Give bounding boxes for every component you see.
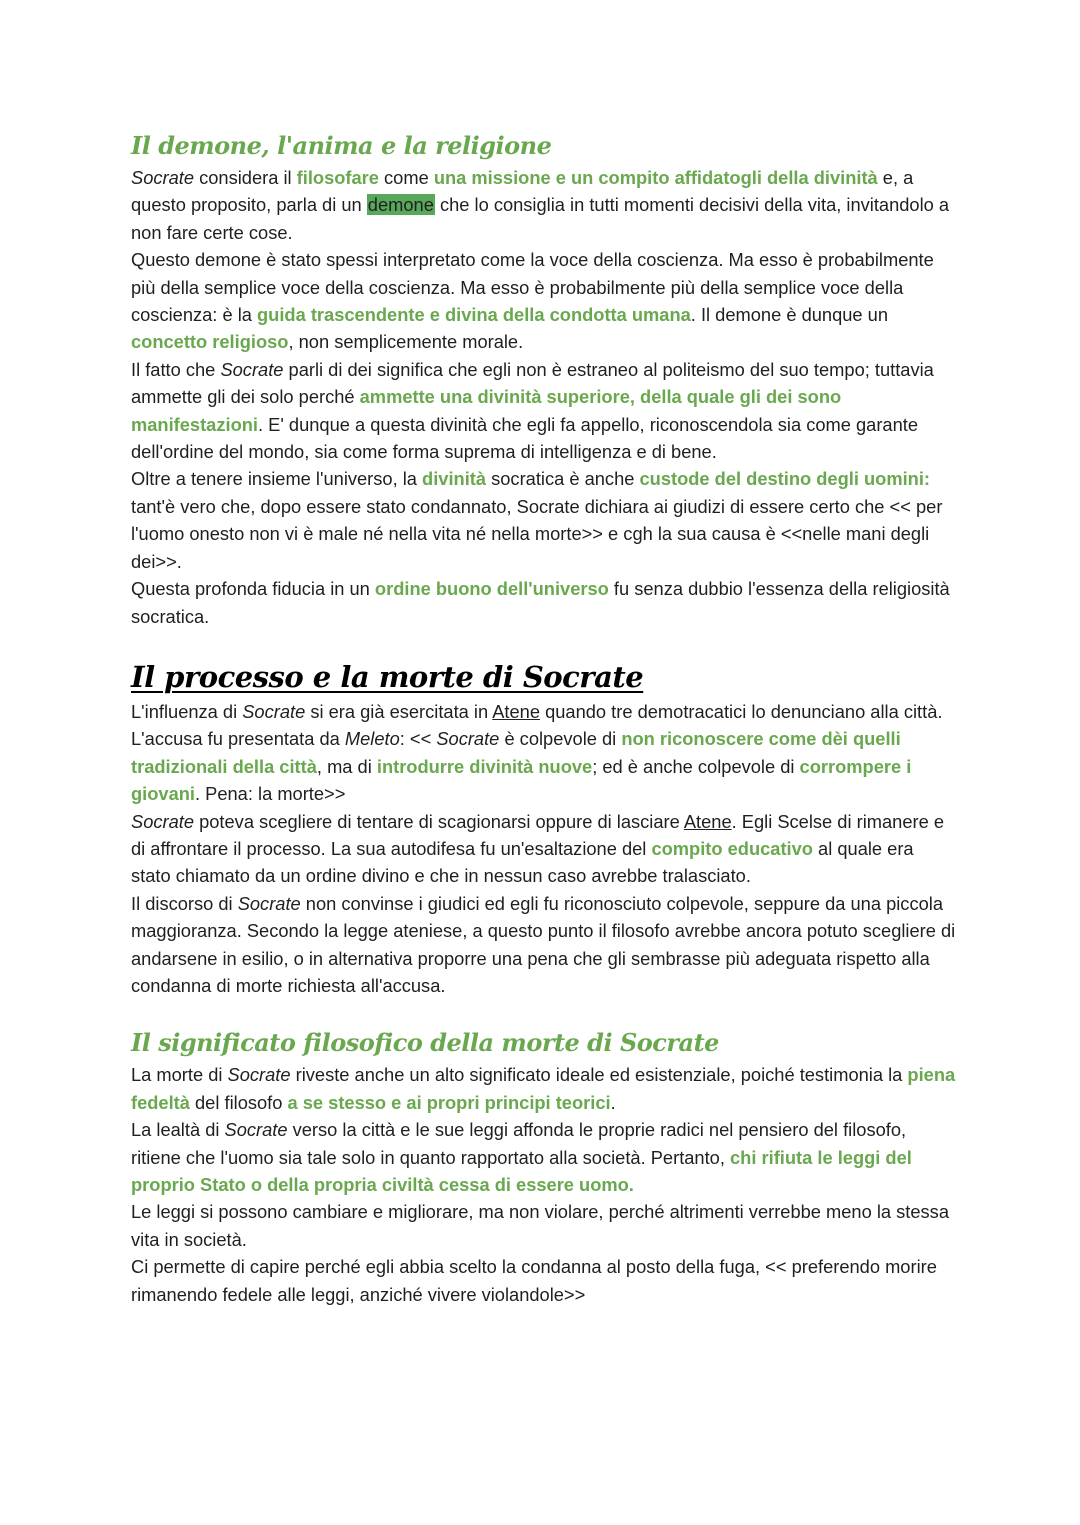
section-title-demone: Il demone, l'anima e la religione [131, 131, 552, 160]
text-span: è colpevole di [499, 728, 622, 750]
section-demone [131, 128, 956, 630]
keyword: divinità [422, 468, 487, 490]
text-span: Il discorso di [131, 892, 238, 914]
text-span: socratica è anche [486, 468, 640, 490]
keyword: corrompere i giovani [131, 755, 912, 805]
keyword: una missione e un compito affidatogli della divinità [433, 167, 878, 188]
text-span: che lo consiglia in tutti momenti decisivi della vita, invitandolo a non fare certe cose. [131, 194, 950, 243]
keyword: introdurre divinità nuove [376, 755, 593, 777]
text-span: Socrate [224, 1119, 288, 1141]
text-span: riveste anche un alto significato ideale ed esistenziale, poiché testimonia la [290, 1064, 908, 1086]
underlined-word: Atene [683, 810, 732, 832]
text-span: La morte di [131, 1064, 228, 1086]
text-span: Socrate [242, 700, 306, 722]
keyword: ammette una divinità superiore, della quale gli dei sono manifestazioni [131, 386, 842, 435]
section-significato [131, 1025, 956, 1308]
text-span: tant'è vero che, dopo essere stato condannato, Socrate dichiara ai giudizi di essere certo che << per l'uomo onesto non vi è male né nella vita né nella morte>> e cgh la sua causa è <<nelle mani degli dei>>. [131, 495, 943, 572]
text-span: Socrate [237, 892, 301, 914]
text-span: : << [399, 728, 437, 750]
paragraph: Ci permette di capire perché egli abbia scelto la condanna al posto della fuga, << preferendo morire rimanendo fedele alle leggi, anziché vivere violandole>> [131, 1256, 937, 1305]
text-span: . [610, 1091, 616, 1113]
text-span: . Il demone è dunque un [690, 304, 888, 326]
keyword: piena fedeltà [131, 1064, 956, 1113]
text-span: considera il [194, 167, 297, 188]
keyword: non riconoscere come dèi quelli tradizionali della città [131, 728, 901, 777]
paragraph [131, 808, 956, 890]
text-span: . Egli Scelse di rimanere e di affrontare il processo. La sua autodifesa fu un'esaltazione del [131, 810, 944, 859]
paragraph [131, 698, 956, 808]
text-span: , non semplicemente morale. [288, 331, 524, 353]
highlighted-word: demone [367, 194, 434, 216]
text-span: . Pena: la morte>> [195, 783, 346, 805]
underlined-word: Atene [492, 700, 541, 722]
keyword: concetto religioso [131, 331, 289, 353]
section-title-significato: Il significato filosofico della morte di Socrate [131, 1028, 719, 1058]
text-span: Meleto [344, 728, 400, 750]
text-span: non convinse i giudici ed egli fu riconosciuto colpevole, seppure da una piccola maggioranza. Secondo la legge ateniese, a questo punto il filosofo avrebbe ancora potuto scegliere di andarsene in esilio, o in alternativa proporre una pena che gli sembrasse più adeguata rispetto alla condanna di morte richiesta all'accusa. [131, 892, 956, 996]
text-span: La lealtà di [131, 1119, 225, 1141]
spacer [131, 630, 956, 656]
text-span: Socrate [131, 810, 195, 832]
keyword: compito educativo [651, 837, 813, 859]
paragraph [131, 356, 956, 466]
paragraph [131, 575, 956, 630]
text-span: Questo demone è stato spessi interpretato come la voce della coscienza. Ma esso è probabilmente più della semplice voce della coscienza. Ma esso è probabilmente più della semplice voce della coscienza: è la [131, 249, 934, 326]
spacer [131, 999, 956, 1025]
text-span: ; ed è anche colpevole di [592, 755, 800, 777]
text-span: Questa profonda fiducia in un [131, 578, 375, 600]
text-span: si era già esercitata in [305, 700, 493, 722]
keyword: chi rifiuta le leggi del proprio Stato o della propria civiltà cessa di essere uomo. [131, 1146, 912, 1195]
keyword: custode del destino degli uomini: [639, 468, 930, 490]
keyword: ordine buono dell'universo [374, 578, 609, 600]
text-span: e, a questo proposito, parla di un [131, 167, 914, 216]
text-span: , ma di [316, 755, 377, 777]
paragraph [131, 465, 956, 575]
text-span: del filosofo [189, 1091, 288, 1113]
keyword: guida trascendente e divina della condotta umana [257, 304, 691, 326]
text-span: Oltre a tenere insieme l'universo, la [131, 468, 423, 490]
text-span: verso la città e le sue leggi affonda le proprie radici nel pensiero del filosofo, ritiene che l'uomo sia tale solo in quanto rapportato alla società. Pertanto, [131, 1119, 907, 1168]
paragraph [131, 164, 956, 246]
text-span: fu senza dubbio l'essenza della religiosità socratica. [131, 578, 950, 627]
text-span: Il fatto che [131, 358, 221, 380]
paragraph [131, 1061, 956, 1116]
section-processo [131, 656, 956, 999]
text-span: Socrate [227, 1064, 291, 1086]
document-page [131, 128, 956, 1308]
text-span: quando tre demotracatici lo denunciano alla città. L'accusa fu presentata da [131, 700, 943, 750]
text-span: al quale era stato chiamato da un ordine divino e che in nessun caso avrebbe tralasciato. [131, 837, 914, 887]
text-span: come [378, 167, 434, 188]
paragraph [131, 1116, 956, 1198]
keyword: a se stesso e ai propri principi teorici [287, 1091, 611, 1113]
text-span: . E' dunque a questa divinità che egli fa appello, riconoscendola sia come garante dell'ordine del mondo, sia come forma suprema di intelligenza e di bene. [131, 413, 919, 463]
text-span: Socrate [436, 728, 500, 750]
section-title-processo: Il processo e la morte di Socrate [131, 659, 644, 694]
keyword: filosofare [296, 167, 379, 188]
paragraph [131, 890, 956, 1000]
text-span: L'influenza di [131, 700, 243, 722]
text-span: Socrate [131, 167, 195, 188]
text-span: poteva scegliere di tentare di scagionarsi oppure di lasciare [194, 810, 684, 832]
paragraph: Le leggi si possono cambiare e migliorare, ma non violare, perché altrimenti verrebbe meno la stessa vita in società. [131, 1201, 949, 1250]
text-span: parli di dei significa che egli non è estraneo al politeismo del suo tempo; tuttavia ammette gli dei solo perché [131, 358, 934, 408]
text-span: Socrate [220, 358, 284, 380]
paragraph [131, 246, 956, 356]
